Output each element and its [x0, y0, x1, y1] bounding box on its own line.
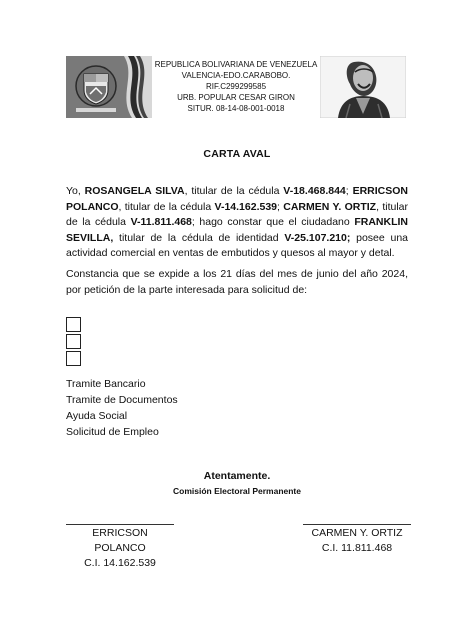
portrait-logo — [320, 56, 406, 118]
text-segment: posee una actividad comercial en ventas de embutidos y quesos al mayor y detal. — [66, 231, 408, 260]
signer-id-1: V-18.468.844 — [283, 185, 346, 197]
citizen-name: FRANKLIN SEVILLA, — [66, 216, 408, 244]
text-segment: ; — [277, 200, 284, 213]
purpose-option-social-aid: Ayuda Social — [66, 410, 128, 422]
constancy-paragraph: Constancia que se expide a los 21 días del mes de junio del año 2024, por petición de la parte interesada para solicitud de: — [66, 268, 408, 296]
signature-block-left — [66, 524, 174, 571]
signature-block-right — [303, 524, 411, 556]
signer-id-3: V-11.811.468 — [130, 216, 192, 229]
signer-name: ERRICSON POLANCO — [92, 527, 148, 554]
certification-paragraph — [66, 184, 408, 262]
signer-ci: C.I. 11.811.468 — [321, 542, 393, 554]
signer-name-2: ERRICSON POLANCO — [66, 185, 408, 213]
header-line-country: REPUBLICA BOLIVARIANA DE VENEZUELA — [154, 60, 318, 69]
checkbox-column — [66, 317, 81, 368]
purpose-option-bank: Tramite Bancario — [66, 378, 146, 390]
text-segment: , titular de la cédula — [184, 185, 284, 197]
document-title: CARTA AVAL — [203, 148, 271, 160]
checkbox[interactable] — [66, 317, 81, 332]
signer-ci: C.I. 14.162.539 — [84, 557, 156, 569]
checkbox[interactable] — [66, 351, 81, 366]
header-line-address: URB. POPULAR CESAR GIRON — [177, 93, 295, 102]
header-line-city: VALENCIA-EDO.CARABOBO. — [181, 71, 291, 80]
header-line-rif: RIF.C299299585 — [205, 82, 267, 91]
signer-id-2: V-14.162.539 — [214, 200, 278, 213]
text-segment: titular de la cédula de identidad — [113, 231, 285, 244]
signer-name-1: ROSANGELA SILVA — [84, 185, 185, 197]
text-segment: , titular de la cédula — [66, 200, 408, 229]
purpose-option-employment: Solicitud de Empleo — [66, 426, 159, 438]
citizen-id: V-25.107.210; — [284, 231, 351, 244]
signer-name: CARMEN Y. ORTIZ — [311, 527, 403, 539]
signer-name-3: CARMEN Y. ORTIZ — [283, 200, 377, 213]
checkbox[interactable] — [66, 334, 81, 349]
letterhead — [150, 59, 322, 114]
commission-name: Comisión Electoral Permanente — [172, 486, 301, 496]
text-segment: ; hago constar que el ciudadano — [191, 216, 355, 229]
purpose-list — [66, 376, 178, 440]
closing-salutation: Atentamente. — [203, 470, 271, 482]
text-segment: , titular de la cédula — [118, 200, 215, 213]
text-segment: ; — [345, 185, 353, 197]
signature-line — [303, 524, 411, 525]
coat-of-arms-logo — [66, 56, 152, 118]
signature-line — [66, 524, 174, 525]
text-segment: Yo, — [66, 185, 85, 197]
header-line-situr: SITUR. 08-14-08-001-0018 — [187, 104, 285, 113]
purpose-option-documents: Tramite de Documentos — [66, 394, 178, 406]
